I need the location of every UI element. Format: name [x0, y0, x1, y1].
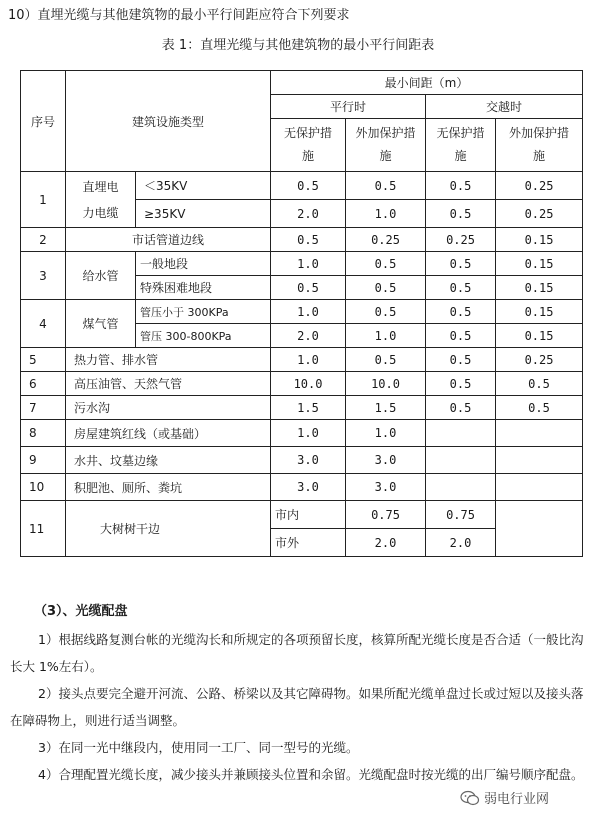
heading: 10）直埋光缆与其他建筑物的最小平行间距应符合下列要求 — [8, 8, 350, 23]
value-cell: 0.5 — [346, 172, 426, 200]
table-row — [21, 372, 583, 396]
table-row — [21, 172, 583, 200]
header-no-protection: 无保护措施 — [271, 119, 346, 172]
value-cell: 0.25 — [496, 200, 583, 228]
value-cell: 10.0 — [271, 372, 346, 396]
header-added-protection: 外加保护措施 — [346, 119, 426, 172]
section-title: （3）、光缆配盘 — [34, 604, 128, 619]
subtype-cell: ≥35KV — [136, 200, 271, 228]
seq-cell: 7 — [21, 396, 66, 420]
subtype-cell: 市内 — [271, 501, 346, 529]
type-cell: 房屋建筑红线（或基础） — [66, 420, 271, 447]
value-cell: 10.0 — [346, 372, 426, 396]
value-cell: 1.0 — [271, 420, 346, 447]
value-cell: 2.0 — [426, 529, 496, 557]
value-cell — [426, 474, 496, 501]
seq-cell: 1 — [21, 172, 66, 228]
type-cell: 热力管、排水管 — [66, 348, 271, 372]
value-cell: 2.0 — [346, 529, 426, 557]
value-cell: 1.0 — [271, 300, 346, 324]
type-cell: 污水沟 — [66, 396, 271, 420]
value-cell: 1.0 — [346, 200, 426, 228]
value-cell — [496, 501, 583, 557]
type-cell: 给水管 — [66, 252, 136, 300]
header-type: 建筑设施类型 — [66, 71, 271, 172]
table-caption: 表 1：直埋光缆与其他建筑物的最小平行间距表 — [161, 38, 435, 53]
value-cell: 0.75 — [346, 501, 426, 529]
value-cell: 0.75 — [426, 501, 496, 529]
value-cell: 0.15 — [496, 300, 583, 324]
value-cell: 1.0 — [271, 348, 346, 372]
value-cell: 0.5 — [271, 276, 346, 300]
table-row — [21, 501, 583, 529]
type-cell: 积肥池、厕所、粪坑 — [66, 474, 271, 501]
header-no-protection: 无保护措施 — [426, 119, 496, 172]
subtype-cell: 特殊困难地段 — [136, 276, 271, 300]
value-cell — [496, 447, 583, 474]
value-cell: 0.5 — [346, 276, 426, 300]
value-cell — [426, 420, 496, 447]
header-added-protection: 外加保护措施 — [496, 119, 583, 172]
type-cell: 水井、坟墓边缘 — [66, 447, 271, 474]
subtype-cell: 管压小于 300KPa — [136, 300, 271, 324]
value-cell: 0.5 — [426, 372, 496, 396]
header-parallel: 平行时 — [271, 95, 426, 119]
value-cell: 0.5 — [426, 348, 496, 372]
value-cell — [426, 447, 496, 474]
value-cell: 2.0 — [271, 324, 346, 348]
seq-cell: 4 — [21, 300, 66, 348]
seq-cell: 10 — [21, 474, 66, 501]
value-cell: 0.5 — [346, 252, 426, 276]
watermark-text: 弱电行业网 — [484, 792, 550, 807]
value-cell: 0.5 — [496, 372, 583, 396]
table-row — [21, 474, 583, 501]
value-cell: 0.5 — [426, 172, 496, 200]
value-cell — [496, 420, 583, 447]
table-row — [21, 252, 583, 276]
value-cell: 0.25 — [346, 228, 426, 252]
subtype-cell: 管压 300-800KPa — [136, 324, 271, 348]
value-cell: 0.5 — [426, 396, 496, 420]
value-cell: 0.5 — [346, 300, 426, 324]
value-cell: 0.5 — [346, 348, 426, 372]
value-cell: 3.0 — [271, 447, 346, 474]
value-cell: 1.5 — [271, 396, 346, 420]
table-row — [21, 228, 583, 252]
value-cell: 1.5 — [346, 396, 426, 420]
paragraph: 1）根据线路复测台帐的光缆沟长和所规定的各项预留长度，核算所配光缆长度是否合适（一般比沟长大 1%左右）。 — [10, 632, 584, 674]
seq-cell: 9 — [21, 447, 66, 474]
value-cell: 0.5 — [271, 172, 346, 200]
value-cell: 0.5 — [496, 396, 583, 420]
value-cell: 0.5 — [271, 228, 346, 252]
value-cell — [496, 474, 583, 501]
value-cell: 0.5 — [426, 276, 496, 300]
value-cell: 3.0 — [346, 474, 426, 501]
table-row — [21, 447, 583, 474]
type-cell: 高压油管、天然气管 — [66, 372, 271, 396]
header-min-distance: 最小间距（m） — [271, 71, 583, 95]
wechat-icon — [460, 790, 480, 806]
table-row — [21, 300, 583, 324]
value-cell: 0.5 — [426, 300, 496, 324]
table-row — [21, 420, 583, 447]
value-cell: 1.0 — [346, 324, 426, 348]
value-cell: 2.0 — [271, 200, 346, 228]
seq-cell: 11 — [21, 501, 66, 557]
type-cell: 直埋电力电缆 — [66, 172, 136, 228]
value-cell: 1.0 — [346, 420, 426, 447]
value-cell: 0.25 — [496, 172, 583, 200]
subtype-cell: 一般地段 — [136, 252, 271, 276]
value-cell: 0.15 — [496, 276, 583, 300]
value-cell: 3.0 — [346, 447, 426, 474]
value-cell: 0.5 — [426, 200, 496, 228]
value-cell: 0.15 — [496, 324, 583, 348]
value-cell: 0.5 — [426, 252, 496, 276]
seq-cell: 3 — [21, 252, 66, 300]
value-cell: 0.5 — [426, 324, 496, 348]
value-cell: 0.15 — [496, 228, 583, 252]
type-cell: 煤气管 — [66, 300, 136, 348]
paragraph: 2）接头点要完全避开河流、公路、桥梁以及其它障碍物。如果所配光缆单盘过长或过短以及接头落在障碍物上，则进行适当调整。 — [10, 686, 584, 728]
header-seq: 序号 — [21, 71, 66, 172]
seq-cell: 8 — [21, 420, 66, 447]
value-cell: 0.25 — [426, 228, 496, 252]
type-cell: 市话管道边线 — [66, 228, 271, 252]
paragraph: 3）在同一光中继段内，使用同一工厂、同一型号的光缆。 — [38, 740, 359, 755]
table-row — [21, 348, 583, 372]
subtype-cell: 市外 — [271, 529, 346, 557]
paragraph: 4）合理配置光缆长度，减少接头并兼顾接头位置和余留。光缆配盘时按光缆的出厂编号顺序配盘。 — [38, 767, 584, 782]
header-cross: 交越时 — [426, 95, 583, 119]
seq-cell: 6 — [21, 372, 66, 396]
watermark — [460, 788, 549, 807]
value-cell: 0.25 — [496, 348, 583, 372]
seq-cell: 5 — [21, 348, 66, 372]
table-row — [21, 396, 583, 420]
value-cell: 1.0 — [271, 252, 346, 276]
clearance-table — [20, 70, 583, 557]
header-row — [21, 71, 583, 95]
subtype-cell: ＜35KV — [136, 172, 271, 200]
value-cell: 0.15 — [496, 252, 583, 276]
seq-cell: 2 — [21, 228, 66, 252]
type-cell: 大树树干边 — [66, 501, 271, 557]
value-cell: 3.0 — [271, 474, 346, 501]
